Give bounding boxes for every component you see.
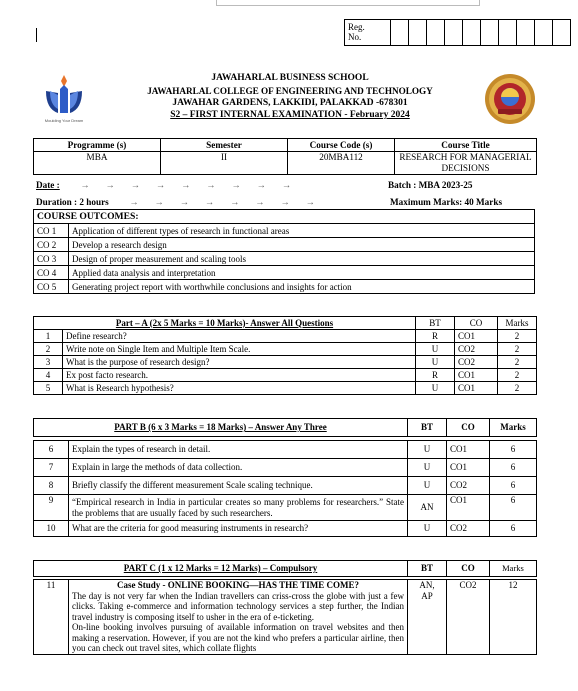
question-marks: 6 xyxy=(490,495,537,521)
svg-text:Moulding Your Dream: Moulding Your Dream xyxy=(44,118,84,123)
reg-digit-box[interactable] xyxy=(391,20,409,45)
question-number: 8 xyxy=(34,477,69,495)
bt-line: AP xyxy=(421,591,433,601)
co-row xyxy=(34,252,535,266)
max-marks-text: Maximum Marks: 40 Marks xyxy=(390,197,503,207)
question-co: CO2 xyxy=(447,580,490,655)
co-row xyxy=(34,266,535,280)
question-row xyxy=(34,330,537,343)
question-bt: U xyxy=(408,521,447,537)
question-marks: 2 xyxy=(498,356,537,369)
co-header: CO xyxy=(447,561,490,577)
question-bt: U xyxy=(416,382,455,395)
reg-digit-box[interactable] xyxy=(499,20,517,45)
semester-header: Semester xyxy=(161,139,288,152)
case-study-cell xyxy=(69,580,408,655)
co-code: CO 3 xyxy=(34,252,69,266)
question-co: CO1 xyxy=(447,441,490,459)
reg-digit-box[interactable] xyxy=(427,20,445,45)
college-logo-left xyxy=(36,69,92,125)
question-co: CO1 xyxy=(455,330,498,343)
co-code: CO 5 xyxy=(34,280,69,294)
part-c-table xyxy=(33,560,537,655)
co-text: Application of different types of research in functional areas xyxy=(69,224,535,238)
reg-digit-box[interactable] xyxy=(535,20,553,45)
question-row xyxy=(34,382,537,395)
programme-value: MBA xyxy=(34,152,161,175)
question-number: 6 xyxy=(34,441,69,459)
top-frame-edge xyxy=(216,0,480,6)
date-batch-row xyxy=(36,180,536,190)
question-number: 5 xyxy=(34,382,63,395)
question-text: Ex post facto research. xyxy=(63,369,416,382)
question-row xyxy=(34,356,537,369)
college-address: JAWAHAR GARDENS, LAKKIDI, PALAKKAD -678301 xyxy=(172,98,408,108)
part-c-header-row xyxy=(34,561,537,577)
co-row xyxy=(34,224,535,238)
question-bt: U xyxy=(408,441,447,459)
question-number: 11 xyxy=(34,580,69,655)
marks-header: Marks xyxy=(498,317,537,330)
question-bt: AN xyxy=(408,495,447,521)
question-marks: 6 xyxy=(490,521,537,537)
question-number: 7 xyxy=(34,459,69,477)
question-marks: 6 xyxy=(490,441,537,459)
question-text: What is the purpose of research design? xyxy=(63,356,416,369)
question-co: CO2 xyxy=(447,521,490,537)
reg-no-label: Reg. No. xyxy=(345,20,391,45)
question-row xyxy=(34,369,537,382)
date-label: Date : xyxy=(36,180,60,190)
question-text: Briefly classify the different measurement Scale scaling technique. xyxy=(69,477,408,495)
question-marks: 2 xyxy=(498,343,537,356)
part-b-table xyxy=(33,418,537,537)
reg-digit-box[interactable] xyxy=(445,20,463,45)
programme-header: Programme (s) xyxy=(34,139,161,152)
question-bt: U xyxy=(416,343,455,356)
co-text: Applied data analysis and interpretation xyxy=(69,266,535,280)
bt-line: AN, xyxy=(419,580,435,590)
question-text: Explain the types of research in detail. xyxy=(69,441,408,459)
text-cursor xyxy=(36,28,37,42)
co-text: Generating project report with worthwhile conclusions and insights for action xyxy=(69,280,535,294)
question-co: CO2 xyxy=(455,343,498,356)
semester-value: II xyxy=(161,152,288,175)
question-marks: 12 xyxy=(490,580,537,655)
co-code: CO 1 xyxy=(34,224,69,238)
reg-digit-box[interactable] xyxy=(481,20,499,45)
course-code-value: 20MBA112 xyxy=(288,152,395,175)
reg-digit-box[interactable] xyxy=(463,20,481,45)
marks-header: Marks xyxy=(490,419,537,437)
duration-text: Duration : 2 hours xyxy=(36,197,109,207)
question-bt: R xyxy=(416,330,455,343)
question-bt: U xyxy=(408,459,447,477)
school-name: JAWAHARLAL BUSINESS SCHOOL xyxy=(211,73,369,83)
question-text: Explain in large the methods of data collection. xyxy=(69,459,408,477)
co-row xyxy=(34,280,535,294)
course-title-header: Course Title xyxy=(395,139,537,152)
case-study-paragraph: The day is not very far when the Indian travellers can criss-cross the globe with just a few clicks. Taking e-commerce and information technology services a step further, the Indian travel industry is composing itself to usher in the era of e-ticketing. xyxy=(72,590,404,622)
bt-header: BT xyxy=(408,561,447,577)
question-row xyxy=(34,477,537,495)
course-outcomes-title: COURSE OUTCOMES: xyxy=(34,210,535,224)
exam-title-text: S2 – FIRST INTERNAL EXAMINATION - February 2024 xyxy=(170,110,410,120)
tab-marks: →→→→→→→→ xyxy=(111,197,331,207)
tab-marks: →→→→→→→→→ xyxy=(62,180,308,190)
reg-digit-box[interactable] xyxy=(517,20,535,45)
co-header: CO xyxy=(455,317,498,330)
question-number: 2 xyxy=(34,343,63,356)
question-row xyxy=(34,343,537,356)
co-code: CO 4 xyxy=(34,266,69,280)
question-number: 4 xyxy=(34,369,63,382)
question-text: Write note on Single Item and Multiple Item Scale. xyxy=(63,343,416,356)
question-bt xyxy=(408,580,447,655)
question-marks: 2 xyxy=(498,330,537,343)
question-text: “Empirical research in India in particular creates so many problems for researchers.” State the problems that are usually faced by such researchers. xyxy=(69,495,408,521)
course-info-table xyxy=(33,138,537,175)
question-row xyxy=(34,459,537,477)
question-number: 10 xyxy=(34,521,69,537)
bt-header: BT xyxy=(408,419,447,437)
course-code-header: Course Code (s) xyxy=(288,139,395,152)
part-c-title: PART C (1 x 12 Marks = 12 Marks) – Compulsory xyxy=(34,561,408,577)
course-info-value-row xyxy=(34,152,537,175)
question-number: 3 xyxy=(34,356,63,369)
question-text: Define research? xyxy=(63,330,416,343)
question-marks: 2 xyxy=(498,369,537,382)
college-name: JAWAHARLAL COLLEGE OF ENGINEERING AND TECHNOLOGY xyxy=(147,86,433,96)
exam-title xyxy=(100,110,480,120)
co-text: Develop a research design xyxy=(69,238,535,252)
course-outcomes-table xyxy=(33,209,535,294)
course-info-header-row xyxy=(34,139,537,152)
question-co: CO2 xyxy=(455,356,498,369)
question-marks: 2 xyxy=(498,382,537,395)
reg-digit-box[interactable] xyxy=(409,20,427,45)
part-b-title: PART B (6 x 3 Marks = 18 Marks) – Answer Any Three xyxy=(34,419,408,437)
question-marks: 6 xyxy=(490,477,537,495)
question-bt: U xyxy=(408,477,447,495)
case-study-heading: Case Study - ONLINE BOOKING—HAS THE TIME COME? xyxy=(117,580,359,590)
question-text: What are the criteria for good measuring instruments in research? xyxy=(69,521,408,537)
batch-text: Batch : MBA 2023-25 xyxy=(388,180,473,190)
question-row xyxy=(34,580,537,655)
co-text: Design of proper measurement and scaling tools xyxy=(69,252,535,266)
part-b-header-row xyxy=(34,419,537,437)
co-code: CO 2 xyxy=(34,238,69,252)
part-a-table xyxy=(33,316,537,395)
college-emblem-right xyxy=(484,73,536,125)
reg-digit-box[interactable] xyxy=(553,20,570,45)
co-row xyxy=(34,238,535,252)
marks-header: Marks xyxy=(490,561,537,577)
question-co: CO1 xyxy=(447,495,490,521)
question-co: CO2 xyxy=(447,477,490,495)
question-row xyxy=(34,521,537,537)
question-bt: U xyxy=(416,356,455,369)
course-outcomes-title-row xyxy=(34,210,535,224)
course-title-value: RESEARCH FOR MANAGERIAL DECISIONS xyxy=(395,152,537,175)
question-co: CO1 xyxy=(447,459,490,477)
question-co: CO1 xyxy=(455,369,498,382)
duration-marks-row xyxy=(36,197,536,207)
bt-header: BT xyxy=(416,317,455,330)
reg-no-box xyxy=(344,19,571,46)
question-number: 9 xyxy=(34,495,69,521)
question-row xyxy=(34,495,537,521)
question-marks: 6 xyxy=(490,459,537,477)
part-a-title: Part – A (2x 5 Marks = 10 Marks)- Answer All Questions xyxy=(34,317,416,330)
question-co: CO1 xyxy=(455,382,498,395)
question-bt: R xyxy=(416,369,455,382)
question-text: What is Research hypothesis? xyxy=(63,382,416,395)
question-number: 1 xyxy=(34,330,63,343)
part-a-header-row xyxy=(34,317,537,330)
case-study-paragraph: On-line booking involves pursuing of available information on travel websites and then making a reservation. However, if you are not the kind who prefers a particular airline, then you can check out travel sites, which collate flights xyxy=(72,622,404,653)
question-row xyxy=(34,441,537,459)
co-header: CO xyxy=(447,419,490,437)
